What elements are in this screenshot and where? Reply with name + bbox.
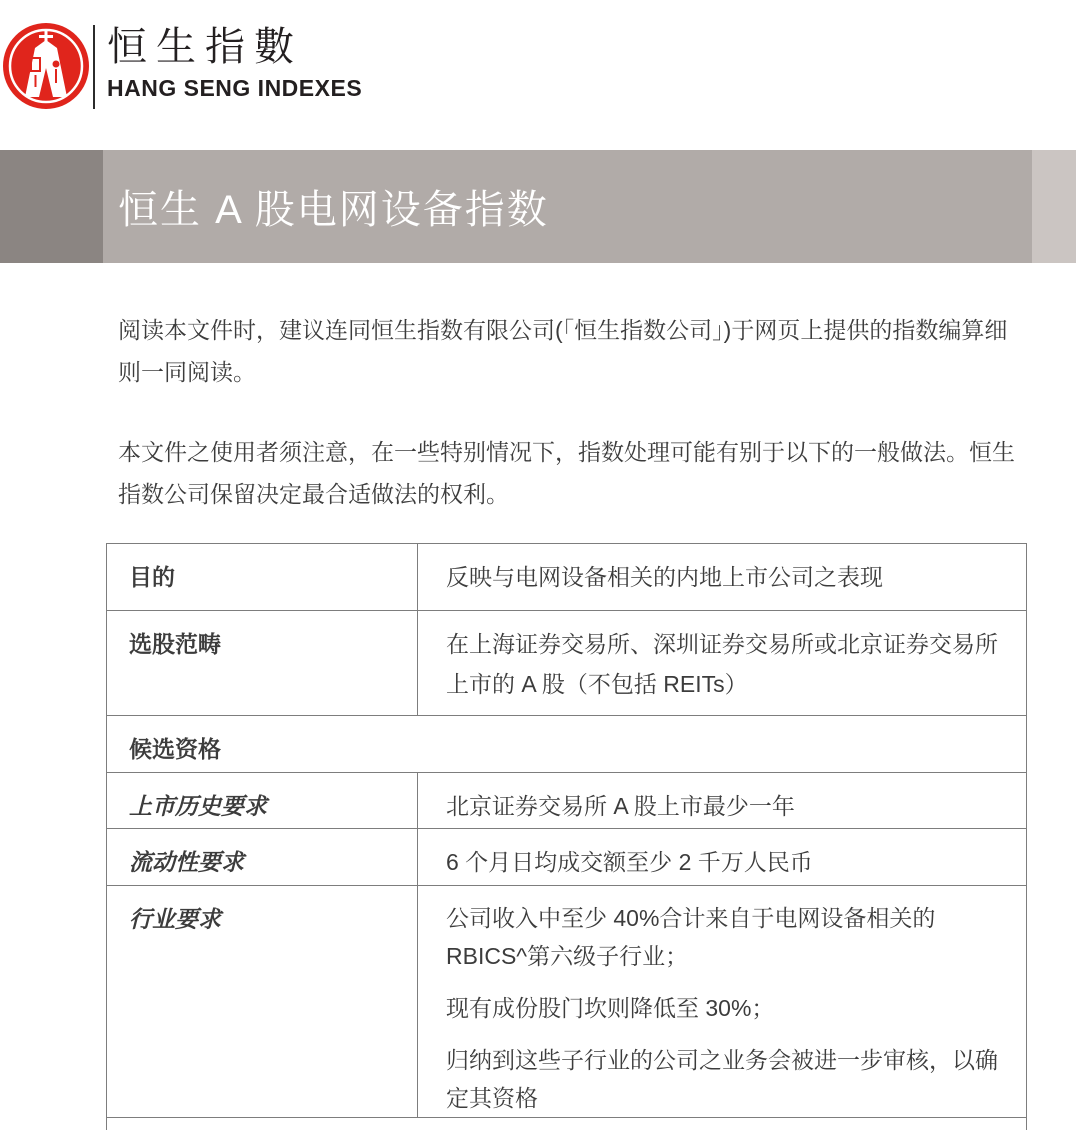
hang-seng-logo-icon (0, 0, 100, 120)
table-row-purpose (107, 544, 1026, 611)
table-row-eligibility-header (107, 716, 1026, 773)
row-label: 目的 (107, 544, 418, 610)
row-value: 反映与电网设备相关的内地上市公司之表现 (446, 564, 883, 590)
brand-wordmark (107, 26, 362, 100)
industry-requirement-1: 公司收入中至少 40%合计来自于电网设备相关的 RBICS^第六级子行业； (446, 905, 936, 969)
row-label (107, 1118, 1026, 1130)
industry-requirement-2: 现有成份股门坎则降低至 30%； (446, 995, 775, 1021)
brand-name-english: HANG SENG INDEXES (107, 75, 363, 101)
row-label: 行业要求 (107, 886, 418, 1117)
intro-section (0, 309, 1076, 515)
banner-dark-block (0, 150, 103, 263)
banner-right-strip (1032, 150, 1076, 263)
row-value (418, 886, 1026, 1117)
logo-divider (93, 25, 95, 109)
row-value: 6 个月日均成交额至少 2 千万人民币 (446, 849, 813, 875)
title-banner (0, 150, 1076, 263)
industry-requirement-3: 归纳到这些子行业的公司之业务会被进一步审核，以确定其资格 (446, 1047, 998, 1111)
intro-paragraph-1: 阅读本文件时，建议连同恒生指数有限公司(「恒生指数公司」)于网页上提供的指数编算细则一同阅读。 (118, 317, 1008, 385)
intro-paragraph-2: 本文件之使用者须注意，在一些特别情况下，指数处理可能有别于以下的一般做法。恒生指数公司保留决定最合适做法的权利。 (118, 439, 1015, 507)
brand-name-chinese: 恒生指數 (107, 25, 303, 69)
brand-header (0, 0, 1076, 150)
table-row-listing-history (107, 773, 1026, 829)
page-title: 恒生 A 股电网设备指数 (118, 188, 549, 232)
row-label: 上市历史要求 (107, 773, 418, 828)
row-label: 选股范畴 (107, 611, 418, 715)
table-row-universe (107, 611, 1026, 716)
table-row-liquidity (107, 829, 1026, 886)
row-label: 候选资格 (129, 736, 221, 762)
index-spec-table (106, 543, 1027, 1130)
table-row-industry (107, 886, 1026, 1118)
row-value: 在上海证券交易所、深圳证券交易所或北京证券交易所上市的 A 股（不包括 REITs） (446, 631, 998, 697)
row-value: 北京证券交易所 A 股上市最少一年 (446, 793, 795, 819)
banner-main-block (103, 150, 1032, 263)
table-row-cutoff (107, 1118, 1026, 1130)
row-label: 流动性要求 (107, 829, 418, 885)
